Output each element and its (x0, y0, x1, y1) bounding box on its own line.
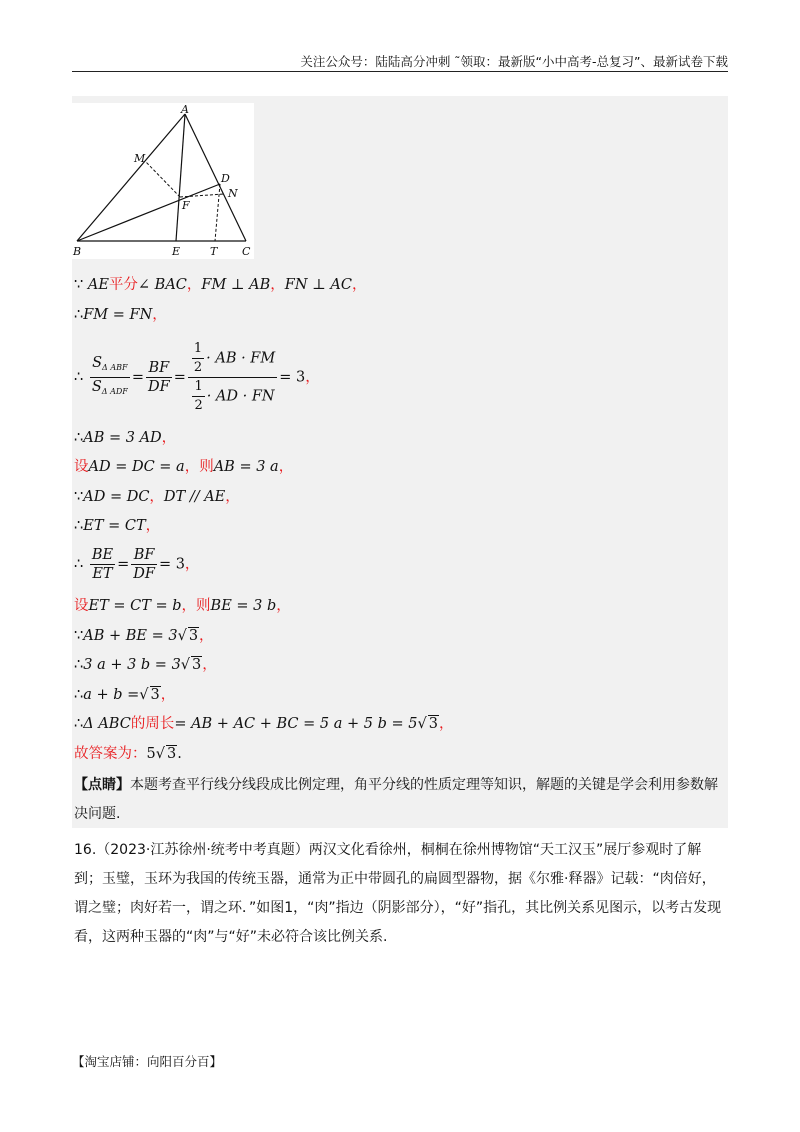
step-2 (74, 305, 167, 325)
half-product-fraction: $\frac{1}{2}$ · AB · FM $\frac{1}{2}$ · AD · FN (188, 340, 277, 415)
sqrt-3: 3 (166, 746, 177, 762)
math-angle-bac: ∠ BAC (137, 277, 187, 293)
math-fm-eq-fn: FM = FN (83, 307, 153, 323)
math-dt-parallel-ae: DT // AE (163, 489, 226, 505)
area-ratio (90, 354, 130, 401)
comma: ， (225, 489, 240, 505)
bf-df-fraction: $\frac{BF}{DF}$ (133, 547, 155, 582)
comment-block (74, 771, 728, 829)
comma: ， (276, 598, 291, 614)
label-a: A (181, 103, 189, 116)
step-12: ∴a + b =√ 3， (74, 687, 176, 703)
label-e: E (172, 245, 181, 258)
result-3: = 3 (158, 556, 185, 573)
therefore-symbol: ∴ (74, 556, 84, 573)
label-c: C (242, 245, 251, 258)
label-f: F (182, 199, 190, 212)
step-8 (74, 546, 199, 583)
math-ab-plus-be: AB + BE = 3 (83, 628, 178, 644)
math-3a-plus-3b: 3 a + 3 b = 3 (83, 657, 181, 673)
sqrt-3: 3 (192, 657, 202, 673)
because-symbol: ∵ (74, 277, 84, 293)
math-et-eq-ct: ET = CT (83, 518, 146, 534)
label-m: M (134, 152, 146, 165)
step-10: ∵AB + BE = 3√ 3， (74, 628, 214, 644)
comment-tag: 【点睛】 (74, 777, 130, 793)
comma: ， (186, 277, 202, 293)
therefore-symbol: ∴ (74, 687, 84, 703)
math-ad-eq-dc: AD = DC (83, 489, 150, 505)
equals: = (131, 369, 144, 386)
comma: ， (270, 277, 285, 293)
comma: ， (145, 518, 161, 534)
comma: ， (351, 277, 367, 293)
therefore-symbol: ∴ (74, 430, 84, 446)
step-9 (74, 596, 291, 616)
area-adf: $S_{\Delta ADF}$ (91, 379, 128, 396)
step-11: ∴3 a + 3 b = 3√ 3， (74, 657, 217, 673)
triangle-diagram (72, 103, 254, 259)
math-triangle-abc: Δ ABC (83, 716, 131, 732)
bf-df-fraction: $\frac{BF}{DF}$ (148, 360, 170, 395)
text-then: ，则 (184, 459, 214, 475)
step-13: ∴Δ ABC的周长= AB + AC + BC = 5 a + 5 b = 5√ 3， (74, 716, 454, 732)
sqrt-3: 3 (150, 687, 160, 703)
comma: ， (161, 430, 177, 446)
comma: ， (199, 628, 214, 644)
because-symbol: ∵ (74, 628, 84, 644)
text-perimeter: 的周长 (130, 716, 175, 732)
step-3 (74, 340, 320, 415)
math-be-3b: BE = 3 b (210, 598, 277, 614)
therefore-symbol: ∴ (74, 369, 84, 386)
comma: ， (202, 657, 217, 673)
math-ab-eq-3ad: AB = 3 AD (83, 430, 162, 446)
equals: = (117, 556, 130, 573)
page-footer: 【淘宝店铺：向阳百分百】 (72, 1054, 223, 1069)
segment-ae (176, 114, 185, 241)
problem-16: 16.（2023·江苏徐州·统考中考真题）两汉文化看徐州，桐桐在徐州博物馆“天工汉玉”展厅参观时了解到；玉璧，玉环为我国的传统玉器，通常为正中带圆孔的扁圆型器物，据《尔雅·释器》记载：“肉倍好，谓之璧；肉好若一，谓之环．”如图1，“肉”指边（阴影部分），“好”指孔，其比例关系见图示，以考古发现看，这两种玉器的“肉”与“好”未必符合该比例关系. (74, 842, 722, 945)
comma: ， (438, 716, 454, 732)
math-ae: AE (87, 277, 109, 293)
comma: ， (305, 369, 320, 386)
math-et-ct-b: ET = CT = b (88, 598, 182, 614)
answer-5: 5 (146, 746, 156, 762)
comma: ， (160, 687, 176, 703)
segment-bd (77, 184, 220, 241)
therefore-symbol: ∴ (74, 657, 84, 673)
math-ab-3a: AB = 3 a (213, 459, 279, 475)
label-t: T (210, 245, 218, 258)
label-n: N (228, 187, 238, 200)
period: . (177, 746, 182, 762)
comma: ， (152, 307, 167, 323)
comma: ， (278, 459, 294, 475)
segment-fm (145, 161, 180, 197)
segment-dt (215, 184, 220, 241)
because-symbol: ∵ (74, 489, 84, 505)
step-14: 故答案为：5√ 3. (74, 746, 182, 762)
segment-ab (77, 114, 185, 241)
comment-text: 本题考查平行线分线段成比例定理，角平分线的性质定理等知识，解题的关键是学会利用参数解决问题. (74, 777, 718, 822)
therefore-symbol: ∴ (74, 716, 84, 732)
comma: ， (149, 489, 164, 505)
segment-ac (185, 114, 246, 241)
step-4 (74, 428, 176, 448)
header-rule (72, 71, 728, 72)
result-3: = 3 (279, 369, 306, 386)
math-ad-dc-a: AD = DC = a (88, 459, 185, 475)
text-bisects: 平分 (108, 277, 138, 293)
math-perimeter-sum: = AB + AC + BC = 5 a + 5 b = 5 (174, 716, 418, 732)
page-header: 关注公众号：陆陆高分冲刺 ˜领取：最新版“小中高考-总复习”、最新试卷下载 (300, 54, 728, 69)
math-fn-perp-ac: FN ⊥ AC (284, 277, 352, 293)
step-7 (74, 516, 160, 536)
comma: ， (184, 556, 200, 573)
text-let: 设 (74, 598, 89, 614)
label-b: B (73, 245, 82, 258)
text-let: 设 (74, 459, 89, 475)
be-et-fraction: $\frac{BE}{ET}$ (91, 547, 114, 582)
text-then: ，则 (181, 598, 211, 614)
math-fm-perp-ab: FM ⊥ AB (201, 277, 271, 293)
sqrt-3: 3 (428, 716, 438, 732)
segment-fn (180, 194, 224, 197)
step-6 (74, 487, 240, 507)
step-1 (74, 275, 366, 295)
equals: = (173, 369, 186, 386)
text-answer: 故答案为： (74, 746, 147, 762)
step-5 (74, 457, 293, 477)
triangle-figure (72, 103, 254, 259)
math-a-plus-b: a + b = (83, 687, 140, 703)
therefore-symbol: ∴ (74, 518, 84, 534)
sqrt-3: 3 (188, 628, 199, 644)
therefore-symbol: ∴ (74, 307, 84, 323)
label-d: D (221, 172, 230, 185)
area-abf: $S_{\Delta ABF}$ (90, 354, 130, 378)
